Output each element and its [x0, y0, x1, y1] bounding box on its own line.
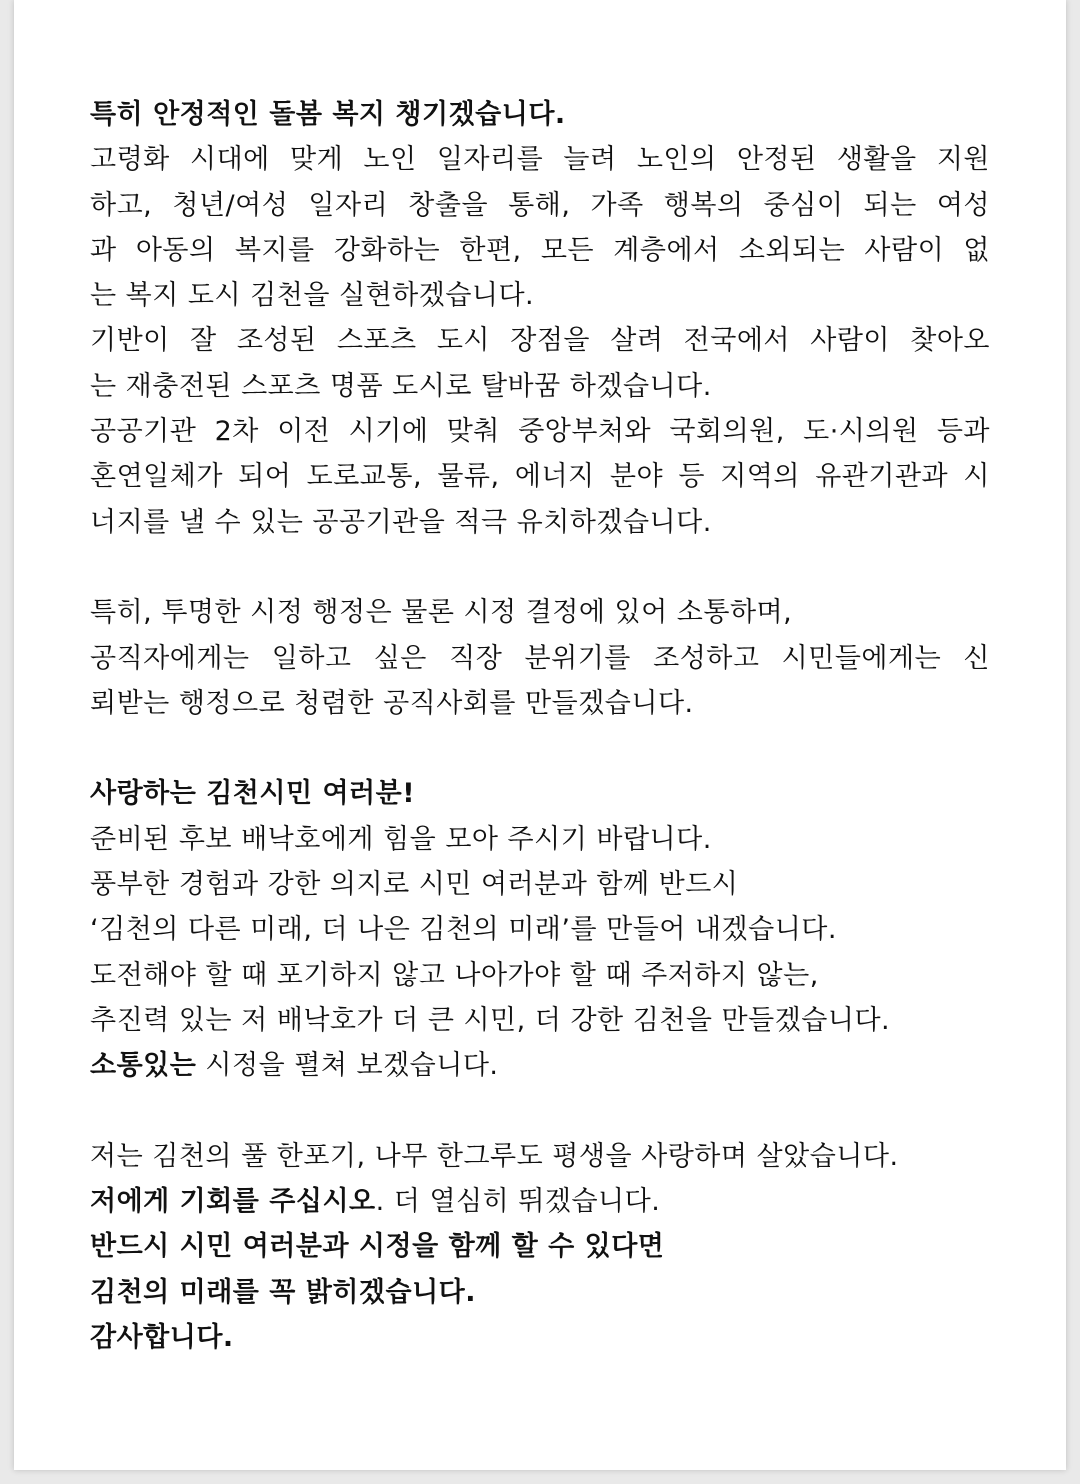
- paragraph-line: 준비된 후보 배낙호에게 힘을 모아 주시기 바랍니다.: [90, 823, 712, 855]
- paragraph-line-mixed: [90, 1043, 990, 1088]
- emphasis-text: 소통있는: [90, 1050, 197, 1082]
- emphasis-text: 저에게 기회를 주십시오: [90, 1186, 376, 1218]
- paragraph-line: 저는 김천의 풀 한포기, 나무 한그루도 평생을 사랑하며 살았습니다.: [90, 1140, 899, 1172]
- closing-thanks: 감사합니다.: [90, 1322, 234, 1354]
- paragraph-line: 도전해야 할 때 포기하지 않고 나아가야 할 때 주저하지 않는,: [90, 959, 819, 991]
- document-body: [90, 92, 990, 1360]
- section-heading-citizens: 사랑하는 김천시민 여러분!: [90, 778, 416, 810]
- section-heading-welfare: 특히 안정적인 돌봄 복지 챙기겠습니다.: [90, 99, 566, 130]
- document-page: [14, 0, 1066, 1470]
- paragraph-line: 추진력 있는 저 배낙호가 더 큰 시민, 더 강한 김천을 만들겠습니다.: [90, 1004, 891, 1036]
- paragraph-line: 는 복지 도시 김천을 실현하겠습니다.: [90, 280, 535, 312]
- paragraph-line: 풍부한 경험과 강한 의지로 시민 여러분과 함께 반드시: [90, 869, 739, 901]
- paragraph-gap: [90, 726, 990, 771]
- paragraph-line: 공직자에게는 일하고 싶은 직장 분위기를 조성하고 시민들에게는 신: [90, 642, 990, 674]
- paragraph-line: ‘김천의 다른 미래, 더 나은 김천의 미래’를 만들어 내겠습니다.: [90, 914, 837, 946]
- paragraph-line: 공공기관 2차 이전 시기에 맞춰 중앙부처와 국회의원, 도·시의원 등과: [90, 416, 990, 448]
- paragraph-line: 기반이 잘 조성된 스포츠 도시 장점을 살려 전국에서 사람이 찾아오: [90, 325, 990, 357]
- closing-line: 김천의 미래를 꼭 밝히겠습니다.: [90, 1276, 477, 1308]
- paragraph-line: 는 재충전된 스포츠 명품 도시로 탈바꿈 하겠습니다.: [90, 370, 712, 402]
- paragraph-line: 혼연일체가 되어 도로교통, 물류, 에너지 분야 등 지역의 유관기관과 시: [90, 461, 990, 493]
- paragraph-line: 하고, 청년/여성 일자리 창출을 통해, 가족 행복의 중심이 되는 여성: [90, 189, 990, 221]
- paragraph-gap: [90, 545, 990, 590]
- regular-text: . 더 열심히 뛰겠습니다.: [375, 1186, 661, 1218]
- regular-text: 시정을 펼쳐 보겠습니다.: [196, 1050, 499, 1082]
- paragraph-line: 특히, 투명한 시정 행정은 물론 시정 결정에 있어 소통하며,: [90, 597, 793, 629]
- paragraph-line: 너지를 낼 수 있는 공공기관을 적극 유치하겠습니다.: [90, 506, 712, 538]
- paragraph-gap: [90, 1089, 990, 1134]
- paragraph-line-mixed: [90, 1179, 990, 1224]
- paragraph-line: 고령화 시대에 맞게 노인 일자리를 늘려 노인의 안정된 생활을 지원: [90, 144, 990, 176]
- paragraph-line: 뢰받는 행정으로 청렴한 공직사회를 만들겠습니다.: [90, 687, 694, 719]
- paragraph-line: 과 아동의 복지를 강화하는 한편, 모든 계층에서 소외되는 사람이 없: [90, 234, 990, 266]
- closing-line: 반드시 시민 여러분과 시정을 함께 할 수 있다면: [90, 1231, 665, 1263]
